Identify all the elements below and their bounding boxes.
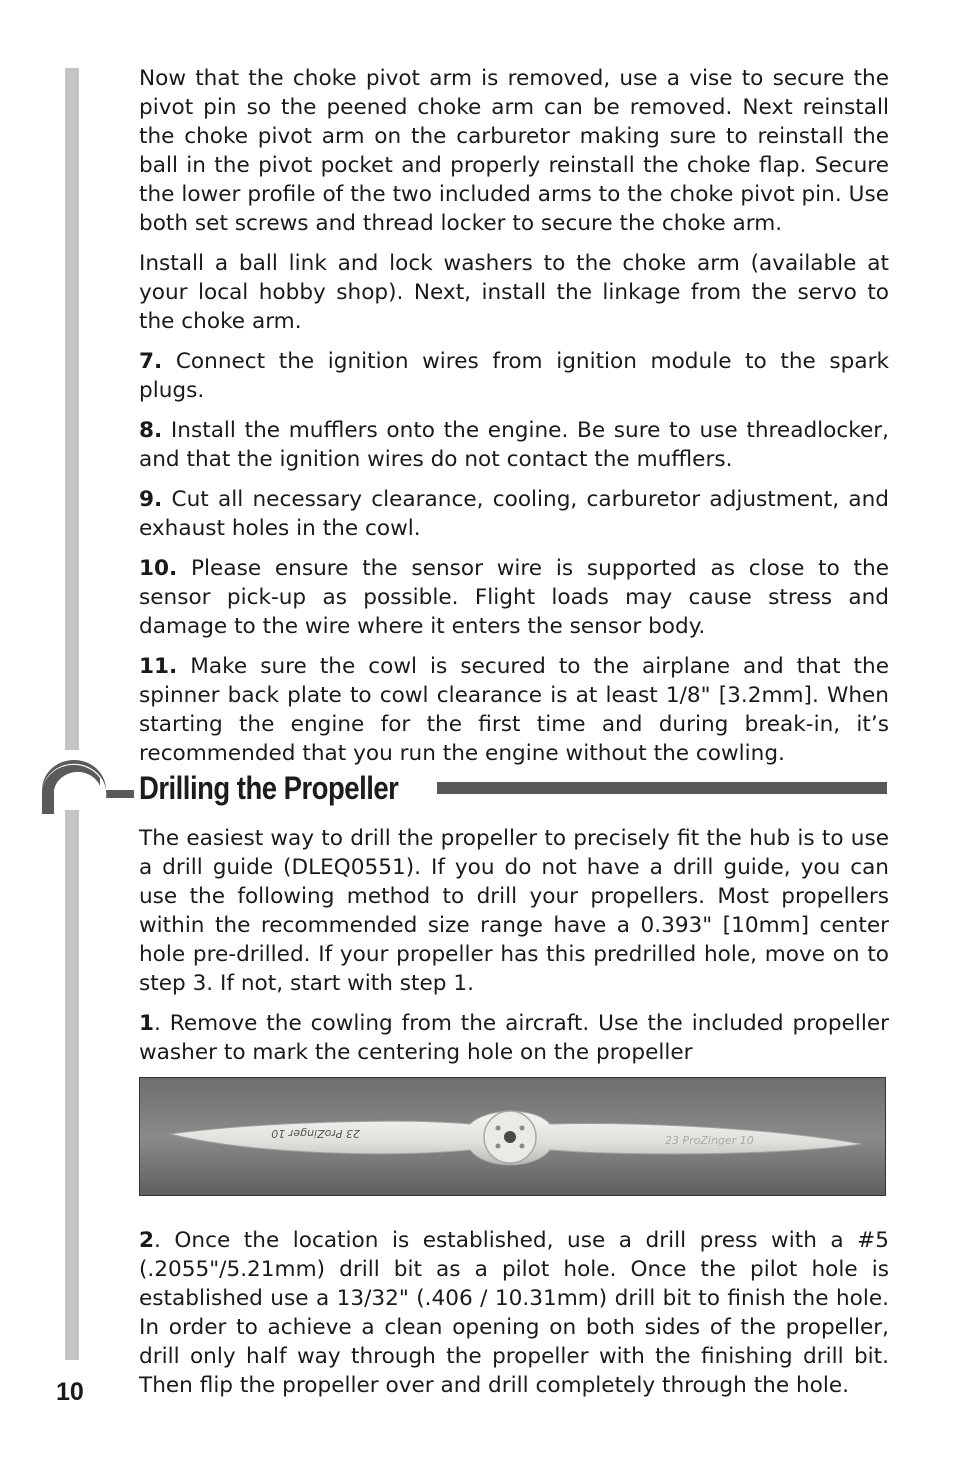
prop-label-right: 23 ProZinger 10 [665,1134,754,1147]
paragraph-choke-arm: Now that the choke pivot arm is removed, use a vise to secure the pivot pin so the peened choke arm can be removed. Next reinstall the choke pivot arm on the carburetor making sure to reinstall the ball in the pivot pocket and properly reinstall the choke flap. Secure the lower profile of the two included arms to the choke pivot pin. Use both set screws and thread locker to secure the choke arm. [139,66,889,236]
prop-label-left: 23 ProZinger 10 [271,1127,360,1140]
step-7: 7. Connect the ignition wires from ignition module to the spark plugs. [139,349,889,403]
heading-rule [437,782,887,794]
step-2: 2. Once the location is established, use a drill press with a #5 (.2055"/5.21mm) drill bit as a pilot hole. Once the pilot hole is established use a 13/32" (.406 / 10.31mm) drill bit to finish the hole. In order to achieve a clean opening on both sides of the propeller, drill only half way through the propeller with the finishing drill bit. Then flip the propeller over and drill completely through the hole. [139,1228,889,1398]
step-8: 8. Install the mufflers onto the engine. Be sure to use threadlocker, and that the ignition wires do not contact the mufflers. [139,418,889,472]
section-hook-icon [40,756,136,818]
step-9: 9. Cut all necessary clearance, cooling, carburetor adjustment, and exhaust holes in the cowl. [139,487,889,541]
step-10: 10. Please ensure the sensor wire is supported as close to the sensor pick-up as possible. Flight loads may cause stress and damage to the wire where it enters the sensor body. [139,556,889,639]
section-title: Drilling the Propeller [139,769,399,806]
margin-rail-top [65,68,79,750]
paragraph-ball-link: Install a ball link and lock washers to the choke arm (available at your local hobby shop). Next, install the linkage from the servo to the choke arm. [139,251,889,334]
page-number: 10 [56,1378,84,1406]
step-2-block [139,1226,889,1400]
step-1: 1. Remove the cowling from the aircraft. Use the included propeller washer to mark the centering hole on the propeller [139,1011,889,1065]
step-11: 11. Make sure the cowl is secured to the airplane and that the spinner back plate to cowl clearance is at least 1/8" [3.2mm]. When starting the engine for the first time and during break-in, it’s recommended that you run the engine without the cowling. [139,654,889,766]
propeller-photo [139,1077,886,1196]
section-heading [139,764,887,812]
propeller-text-block [139,824,889,1067]
intro-paragraph: The easiest way to drill the propeller to precisely fit the hub is to use a drill guide (DLEQ0551). If you do not have a drill guide, you can use the following method to drill your propellers. Most propellers within the recommended size range have a 0.393" [10mm] center hole pre-drilled. If your propeller has this predrilled hole, move on to step 3. If not, start with step 1. [139,826,889,996]
margin-rail-bottom [65,810,79,1360]
top-text-block [139,64,889,768]
propeller-image [140,1078,886,1196]
